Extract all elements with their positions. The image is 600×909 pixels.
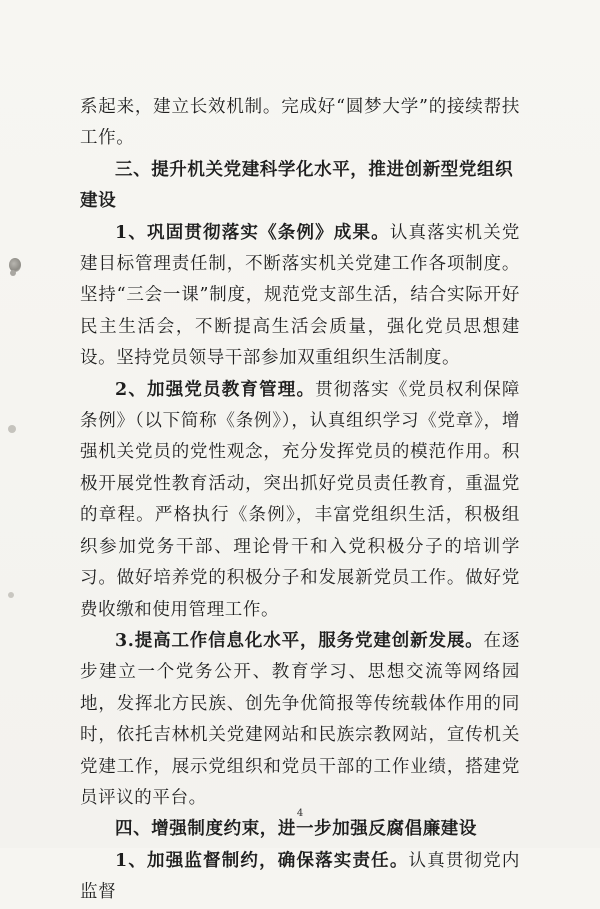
paragraph-continued: 系起来，建立长效机制。完成好“圆梦大学”的接续帮扶工作。 (80, 97, 520, 149)
paragraph-text: 贯彻落实《党员权利保障条例》（以下简称《条例》），认真组织学习《党章》，增强机关党员的党性观念，充分发挥党员的模范作用。积极开展党性教育活动，突出抓好党员责任教育，重温党的章程。严格执行《条例》，丰富党组织生活，积极组织参加党务干部、理论骨干和入党积极分子的培训学习。做好培养党的积极分子和发展新党员工作。做好党费收缴和使用管理工作。 (80, 379, 520, 620)
paragraph-lead: 1、巩固贯彻落实《条例》成果。 (115, 222, 390, 243)
document-body (80, 92, 520, 909)
punch-hole-mark (10, 270, 16, 276)
section-heading-4: 四、增强制度约束，进一步加强反腐倡廉建设 (115, 819, 477, 840)
paragraph-text: 认真落实机关党建目标管理责任制，不断落实机关党建工作各项制度。坚持“三会一课”制度，规范党支部生活，结合实际开好民主生活会，不断提高生活会质量，强化党员思想建设。坚持党员领导干部参加双重组织生活制度。 (80, 222, 520, 369)
scan-speck (8, 592, 14, 598)
paragraph-lead: 3.提高工作信息化水平，服务党建创新发展。 (115, 630, 484, 651)
paragraph-3-1 (80, 218, 520, 375)
paragraph-text: 在逐步建立一个党务公开、教育学习、思想交流等网络园地，发挥北方民族、创先争优简报等传统载体作用的同时，依托吉林机关党建网站和民族宗教网站，宣传机关党建工作，展示党组织和党员干部的工作业绩，搭建党员评议的平台。 (80, 630, 520, 808)
section-heading-3: 三、提升机关党建科学化水平，推进创新型党组织建设 (80, 159, 514, 212)
paragraph-lead: 2、加强党员教育管理。 (115, 379, 316, 400)
paragraph-3-2 (80, 375, 520, 626)
paragraph-4-1 (80, 846, 520, 909)
paragraph-text: 认真贯彻党内监督 (80, 850, 520, 903)
page-number: 4 (296, 808, 304, 819)
paragraph-lead: 1、加强监督制约，确保落实责任。 (115, 850, 409, 871)
paragraph-3-3 (80, 626, 520, 814)
scan-speck (8, 425, 16, 433)
